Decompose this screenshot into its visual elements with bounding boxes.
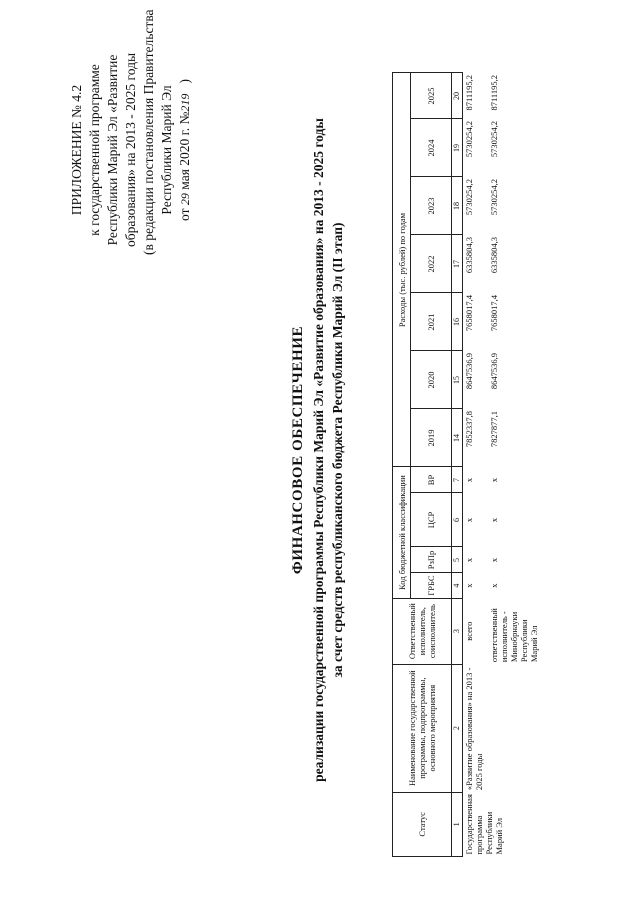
header-name: Наименование государственной программы, подпрограммы, основного мероприятия: [393, 664, 452, 792]
row-value: 8711195,2: [489, 75, 499, 111]
date-month-year: мая 2020 г. №: [177, 111, 192, 190]
row-responsible: ответственный исполнитель - Минобрнауки Республики Марий Эл: [489, 608, 539, 663]
header-grbs: ГРБС: [411, 573, 452, 598]
header-year: 2019: [411, 409, 452, 467]
appendix-line: Республики Марий Эл «Развитие: [105, 54, 120, 246]
row-csr: х: [464, 517, 474, 523]
appendix-header: [68, 9, 194, 255]
row-value: 8647536,9: [464, 353, 474, 390]
row-value: 5730254,2: [464, 179, 474, 216]
header-budget-code: Код бюджетной классификации: [393, 467, 411, 598]
header-year: 2020: [411, 351, 452, 409]
column-number: 2: [452, 664, 463, 792]
appendix-line: к государственной программе: [87, 64, 102, 236]
row-value: 5730254,2: [489, 121, 499, 158]
row-value: 7827877,1: [489, 411, 499, 448]
title-main: ФИНАНСОВОЕ ОБЕСПЕЧЕНИЕ: [290, 325, 306, 575]
document-title: [287, 35, 347, 865]
column-number: 3: [452, 598, 463, 664]
column-number: 14: [452, 409, 463, 467]
row-rzpr: х: [489, 557, 499, 563]
close-paren: ): [177, 79, 192, 84]
column-number: 16: [452, 293, 463, 351]
appendix-date-line: [176, 45, 194, 255]
row-responsible: всего: [464, 621, 474, 641]
column-number: 17: [452, 235, 463, 293]
row-value: 7658017,4: [489, 295, 499, 332]
column-number: 7: [452, 467, 463, 493]
header-status: Статус: [393, 792, 452, 856]
header-csr: ЦСР: [411, 493, 452, 547]
row-value: 6335804,3: [489, 237, 499, 274]
row-value: 7852337,8: [464, 411, 474, 448]
title-line2: за счет средств республиканского бюджета Республики Марий Эл (II этап): [330, 222, 345, 678]
row-value: 5730254,2: [489, 179, 499, 216]
row-grbs: х: [464, 583, 474, 588]
header-rzpr: РзПр: [411, 547, 452, 573]
row-name: «Развитие образования» на 2013 - 2025 годы: [464, 667, 484, 791]
header-year: 2025: [411, 73, 452, 119]
column-number: 5: [452, 547, 463, 573]
header-expenses: Расходы (тыс. рублей) по годам: [393, 73, 411, 467]
header-year: 2021: [411, 293, 452, 351]
column-number: 19: [452, 119, 463, 177]
row-value: 6335804,3: [464, 237, 474, 274]
row-name: [485, 664, 540, 792]
row-grbs: х: [489, 583, 499, 588]
row-vr: х: [489, 477, 499, 483]
row-csr: х: [489, 517, 499, 523]
table-row: [485, 73, 540, 857]
row-value: 8647536,9: [489, 353, 499, 390]
date-day: 29: [178, 193, 192, 206]
header-responsible: Ответственный исполнитель, соисполнитель: [393, 598, 452, 664]
row-vr: х: [464, 477, 474, 483]
header-year: 2024: [411, 119, 452, 177]
appendix-line: (в редакции постановления Правительства: [141, 9, 156, 255]
row-value: 5730254,2: [464, 121, 474, 158]
row-rzpr: х: [464, 557, 474, 563]
column-number: 15: [452, 351, 463, 409]
column-number: 18: [452, 177, 463, 235]
column-number: 20: [452, 73, 463, 119]
date-prefix: от: [177, 208, 192, 221]
row-value: 7658017,4: [464, 295, 474, 332]
column-number: 6: [452, 493, 463, 547]
header-year: 2023: [411, 177, 452, 235]
column-number-row: [452, 73, 463, 857]
doc-number: 219: [178, 93, 192, 112]
appendix-line: ПРИЛОЖЕНИЕ № 4.2: [69, 84, 84, 216]
column-number: 1: [452, 792, 463, 856]
column-number: 4: [452, 573, 463, 598]
row-status: Государственная программа Республики Марий Эл: [464, 794, 504, 855]
table-row: [463, 73, 486, 857]
row-value: 8711195,2: [464, 75, 474, 111]
appendix-line: образования» на 2013 - 2025 годы: [123, 52, 138, 248]
appendix-line: Республики Марий Эл: [159, 85, 174, 215]
header-vr: ВР: [411, 467, 452, 493]
finance-table: [392, 73, 540, 858]
title-line1: реализации государственной программы Республики Марий Эл «Развитие образования» на 2013 - 2025 годы: [311, 118, 326, 782]
header-year: 2022: [411, 235, 452, 293]
